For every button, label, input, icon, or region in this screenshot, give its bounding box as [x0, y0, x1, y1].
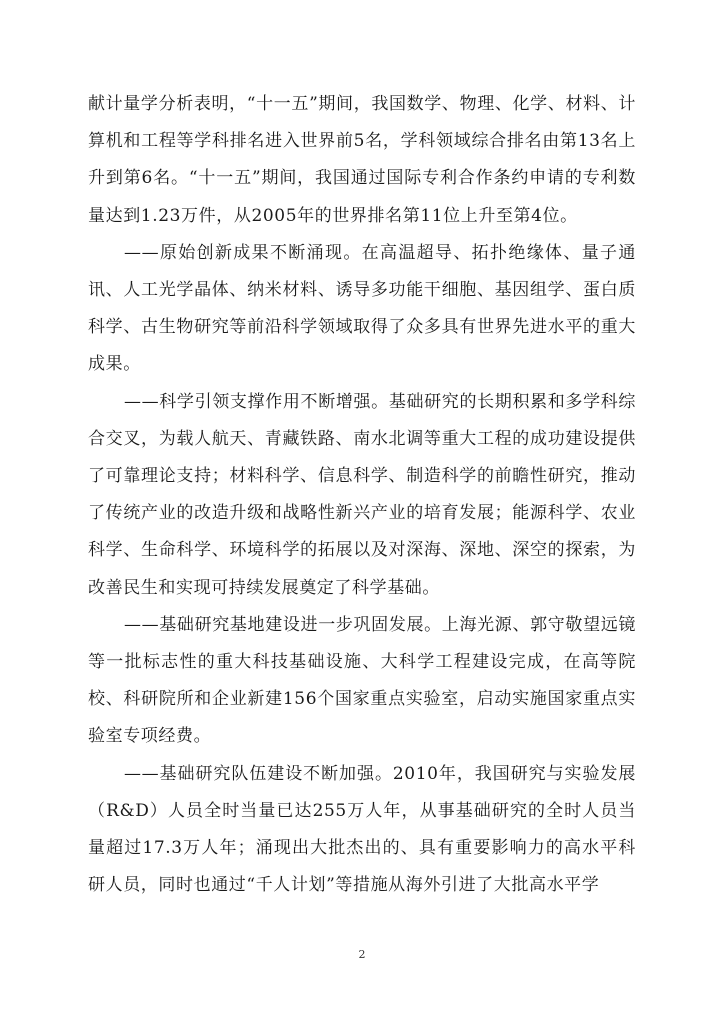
- page-number: 2: [358, 948, 366, 961]
- paragraph-science-support: ——科学引领支撑作用不断增强。基础研究的长期积累和多学科综合交叉，为载人航天、青藏铁路、南水北调等重大工程的成功建设提供了可靠理论支持；材料科学、信息科学、制造科学的前瞻性研究，推动了传统产业的改造升级和战略性新兴产业的培育发展；能源科学、农业科学、生命科学、环境科学的拓展以及对深海、深地、深空的探索，为改善民生和实现可持续发展奠定了科学基础。: [88, 391, 636, 598]
- paragraph-research-team: ——基础研究队伍建设不断加强。2010年，我国研究与实验发展（R&D）人员全时当量已达255万人年，从事基础研究的全时人员当量超过17.3万人年；涌现出大批杰出的、具有重要影响力的高水平科研人员，同时也通过“千人计划”等措施从海外引进了大批高水平学: [88, 763, 636, 896]
- paragraph-research-base: ——基础研究基地建设进一步巩固发展。上海光源、郭守敬望远镜等一批标志性的重大科技基础设施、大科学工程建设完成，在高等院校、科研院所和企业新建156个国家重点实验室，启动实施国家重点实验室专项经费。: [88, 614, 636, 747]
- paragraph-bibliometric-analysis: 献计量学分析表明，“十一五”期间，我国数学、物理、化学、材料、计算机和工程等学科排名进入世界前5名，学科领域综合排名由第13名上升到第6名。“十一五”期间，我国通过国际专利合作条约申请的专利数量达到1.23万件，从2005年的世界排名第11位上升至第4位。: [88, 94, 636, 226]
- document-body: [88, 86, 636, 904]
- paragraph-original-innovation: ——原始创新成果不断涌现。在高温超导、拓扑绝缘体、量子通讯、人工光学晶体、纳米材料、诱导多功能干细胞、基因组学、蛋白质科学、古生物研究等前沿科学领域取得了众多具有世界先进水平的重大成果。: [88, 242, 636, 375]
